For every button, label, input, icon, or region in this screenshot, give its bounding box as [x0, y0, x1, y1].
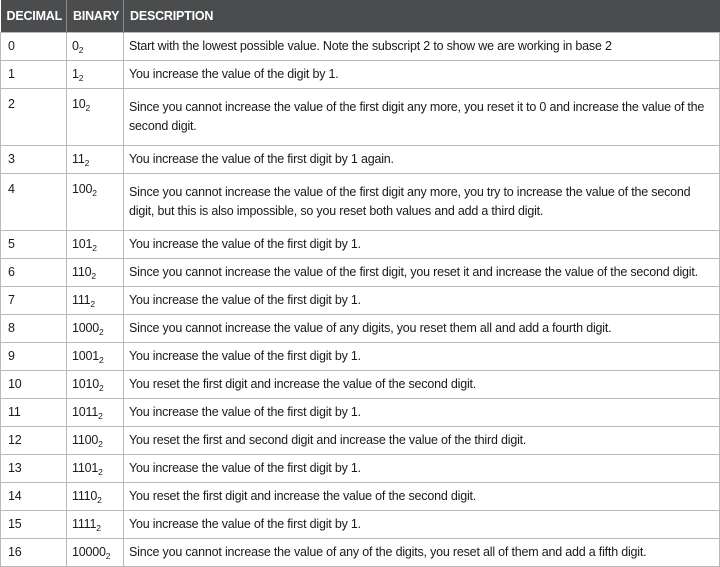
base-subscript: 2	[78, 73, 84, 83]
binary-cell	[67, 146, 124, 174]
header-row	[1, 0, 720, 33]
binary-cell	[67, 343, 124, 371]
base-subscript: 2	[105, 551, 111, 561]
binary-cell	[67, 399, 124, 427]
base-subscript: 2	[98, 439, 103, 449]
description-cell: You increase the value of the digit by 1.	[124, 61, 720, 89]
binary-cell	[67, 455, 124, 483]
description-cell: Since you cannot increase the value of any of the digits, you reset all of them and add a fifth digit.	[124, 539, 720, 567]
table-row	[1, 259, 720, 287]
decimal-cell: 11	[1, 399, 67, 427]
binary-value: 1000	[72, 321, 100, 335]
header-binary: BINARY	[67, 0, 124, 33]
description-cell: You reset the first digit and increase the value of the second digit.	[124, 483, 720, 511]
base-subscript: 2	[90, 299, 95, 309]
table-body	[1, 33, 720, 567]
decimal-cell: 10	[1, 371, 67, 399]
table-row	[1, 287, 720, 315]
binary-cell	[67, 427, 124, 455]
base-subscript: 2	[98, 411, 103, 421]
description-cell: You increase the value of the first digit by 1.	[124, 511, 720, 539]
binary-cell	[67, 315, 124, 343]
table-row	[1, 539, 720, 567]
binary-cell	[67, 174, 124, 231]
decimal-cell: 16	[1, 539, 67, 567]
base-subscript: 2	[98, 467, 103, 477]
binary-value: 111	[72, 293, 91, 307]
decimal-cell: 9	[1, 343, 67, 371]
description-cell: Since you cannot increase the value of the first digit any more, you try to increase the value of the second digit, but this is also impossible, so you reset both values and add a third digit.	[124, 174, 720, 231]
decimal-cell: 8	[1, 315, 67, 343]
binary-cell	[67, 259, 124, 287]
table-row	[1, 343, 720, 371]
decimal-cell: 6	[1, 259, 67, 287]
description-cell: Since you cannot increase the value of the first digit, you reset it and increase the value of the second digit.	[124, 259, 720, 287]
binary-cell	[67, 483, 124, 511]
binary-value: 1001	[72, 349, 100, 363]
binary-value: 1101	[72, 461, 99, 475]
base-subscript: 2	[78, 45, 84, 55]
header-decimal: DECIMAL	[1, 0, 67, 33]
decimal-cell: 7	[1, 287, 67, 315]
base-subscript: 2	[99, 327, 104, 337]
table-row	[1, 483, 720, 511]
binary-value: 1	[72, 67, 79, 81]
binary-cell	[67, 287, 124, 315]
base-subscript: 2	[99, 355, 104, 365]
binary-cell	[67, 371, 124, 399]
description-cell: You increase the value of the first digit by 1.	[124, 399, 720, 427]
binary-value: 1111	[72, 517, 97, 531]
decimal-cell: 4	[1, 174, 67, 231]
binary-value: 1011	[72, 405, 99, 419]
description-cell: You increase the value of the first digit by 1.	[124, 343, 720, 371]
decimal-cell: 12	[1, 427, 67, 455]
decimal-cell: 3	[1, 146, 67, 174]
binary-cell	[67, 89, 124, 146]
binary-value: 100	[72, 182, 93, 196]
table-row	[1, 455, 720, 483]
binary-value: 10	[72, 97, 86, 111]
description-cell: Start with the lowest possible value. Note the subscript 2 to show we are working in base 2	[124, 33, 720, 61]
binary-cell	[67, 539, 124, 567]
base-subscript: 2	[97, 495, 102, 505]
base-subscript: 2	[92, 188, 97, 198]
binary-value: 1010	[72, 377, 100, 391]
binary-value: 101	[72, 237, 93, 251]
description-cell: You reset the first and second digit and increase the value of the third digit.	[124, 427, 720, 455]
description-cell: Since you cannot increase the value of any digits, you reset them all and add a fourth digit.	[124, 315, 720, 343]
base-subscript: 2	[91, 271, 96, 281]
table-row	[1, 399, 720, 427]
description-cell: You increase the value of the first digit by 1.	[124, 455, 720, 483]
description-cell: You reset the first digit and increase the value of the second digit.	[124, 371, 720, 399]
binary-cell	[67, 231, 124, 259]
table-row	[1, 511, 720, 539]
table-row	[1, 33, 720, 61]
binary-value: 10000	[72, 545, 106, 559]
description-cell: You increase the value of the first digit by 1.	[124, 231, 720, 259]
description-cell: You increase the value of the first digit by 1.	[124, 287, 720, 315]
header-description: DESCRIPTION	[124, 0, 720, 33]
description-cell: You increase the value of the first digit by 1 again.	[124, 146, 720, 174]
table-row	[1, 146, 720, 174]
binary-value: 110	[72, 265, 92, 279]
decimal-cell: 15	[1, 511, 67, 539]
binary-value: 11	[72, 152, 85, 166]
binary-cell	[67, 511, 124, 539]
decimal-cell: 13	[1, 455, 67, 483]
table-row	[1, 174, 720, 231]
table-row	[1, 427, 720, 455]
decimal-cell: 5	[1, 231, 67, 259]
base-subscript: 2	[96, 523, 101, 533]
table-row	[1, 231, 720, 259]
table-row	[1, 61, 720, 89]
binary-cell	[67, 61, 124, 89]
base-subscript: 2	[92, 243, 97, 253]
decimal-cell: 1	[1, 61, 67, 89]
binary-value: 0	[72, 39, 79, 53]
table-row	[1, 315, 720, 343]
description-cell: Since you cannot increase the value of the first digit any more, you reset it to 0 and increase the value of the second digit.	[124, 89, 720, 146]
table-row	[1, 371, 720, 399]
table-row	[1, 89, 720, 146]
binary-value: 1110	[72, 489, 98, 503]
binary-value: 1100	[72, 433, 99, 447]
base-subscript: 2	[85, 103, 91, 113]
base-subscript: 2	[84, 158, 90, 168]
decimal-cell: 0	[1, 33, 67, 61]
table-header	[1, 0, 720, 33]
decimal-cell: 2	[1, 89, 67, 146]
base-subscript: 2	[99, 383, 104, 393]
decimal-cell: 14	[1, 483, 67, 511]
binary-cell	[67, 33, 124, 61]
